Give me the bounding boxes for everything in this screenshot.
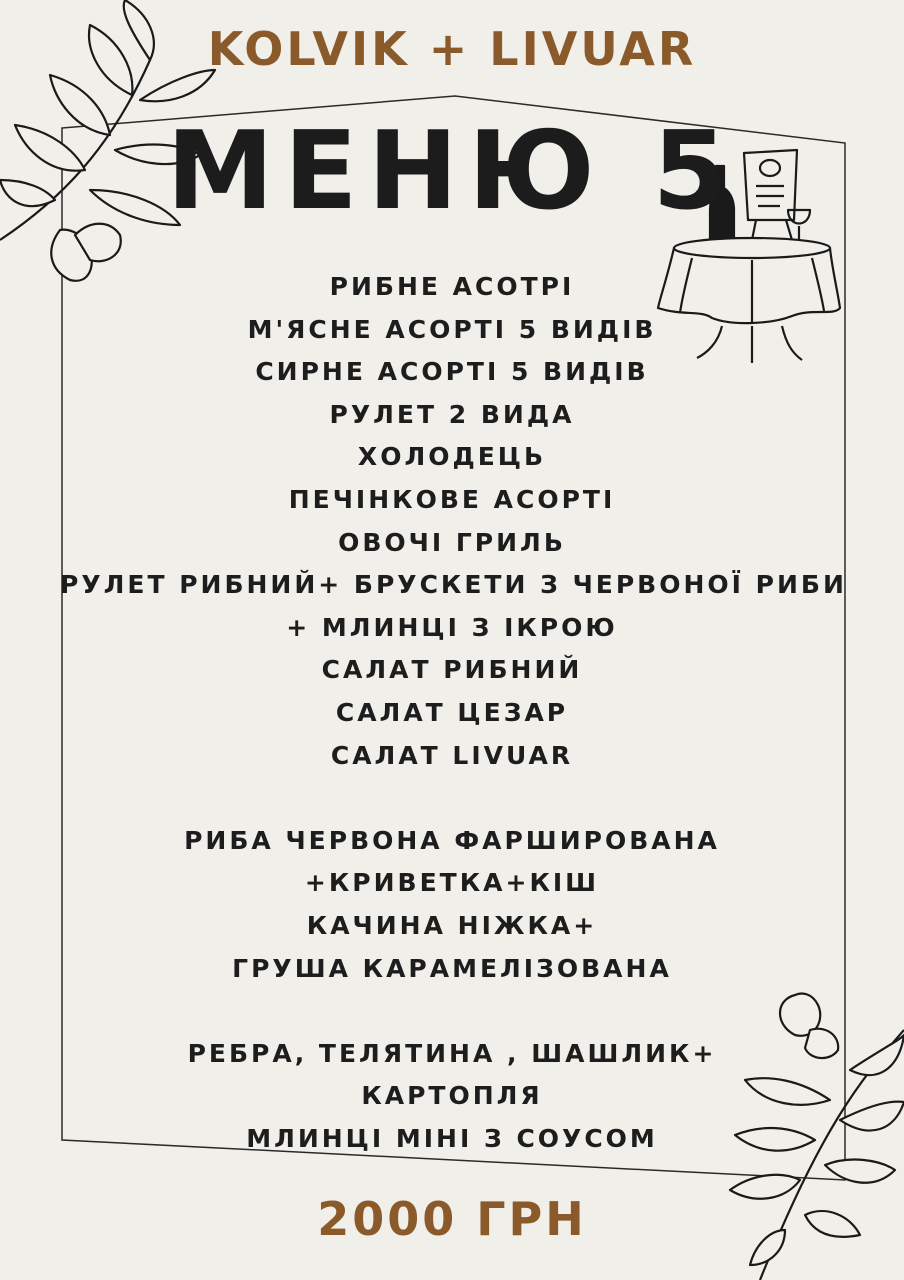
menu-item: РЕБРА, ТЕЛЯТИНА , ШАШЛИК+ [187, 1038, 717, 1068]
section-gap [60, 990, 844, 1033]
brand-name: KOLVIK + LIVUAR [207, 22, 697, 76]
menu-item: РУЛЕТ 2 ВИДА [329, 399, 575, 429]
section-gap [60, 777, 844, 820]
menu-item: РИБНЕ АСОТРІ [329, 272, 575, 301]
menu-item: СИРНЕ АСОРТІ 5 ВИДІВ [255, 357, 649, 387]
menu-item: + МЛИНЦІ З ІКРОЮ [286, 612, 618, 642]
menu-item: САЛАТ ЦЕЗАР [335, 697, 569, 727]
menu-item: +КРИВЕТКА+КІШ [304, 868, 600, 898]
menu-price: 2000 ГРН [317, 1192, 587, 1246]
menu-item: РИБА ЧЕРВОНА ФАРШИРОВАНА [184, 825, 720, 855]
menu-item: ГРУША КАРАМЕЛІЗОВАНА [232, 953, 672, 983]
menu-item: ПЕЧІНКОВЕ АСОРТІ [288, 484, 616, 514]
menu-item: ОВОЧІ ГРИЛЬ [338, 527, 566, 557]
menu-item: КАРТОПЛЯ [361, 1081, 543, 1111]
menu-item: МЛИНЦІ МІНІ З СОУСОМ [246, 1123, 658, 1153]
menu-item: М'ЯСНЕ АСОРТІ 5 ВИДІВ [247, 314, 657, 344]
menu-item: ХОЛОДЕЦЬ [357, 442, 547, 472]
page-title: МЕНЮ 5 [166, 109, 738, 234]
menu-item: РУЛЕТ РИБНИЙ+ БРУСКЕТИ З ЧЕРВОНОЇ РИБИ [60, 570, 847, 600]
menu-item: САЛАТ LIVUAR [330, 740, 574, 770]
menu-item: КАЧИНА НІЖКА+ [306, 910, 598, 940]
menu-item: САЛАТ РИБНИЙ [321, 655, 583, 685]
menu-list [60, 266, 847, 1160]
